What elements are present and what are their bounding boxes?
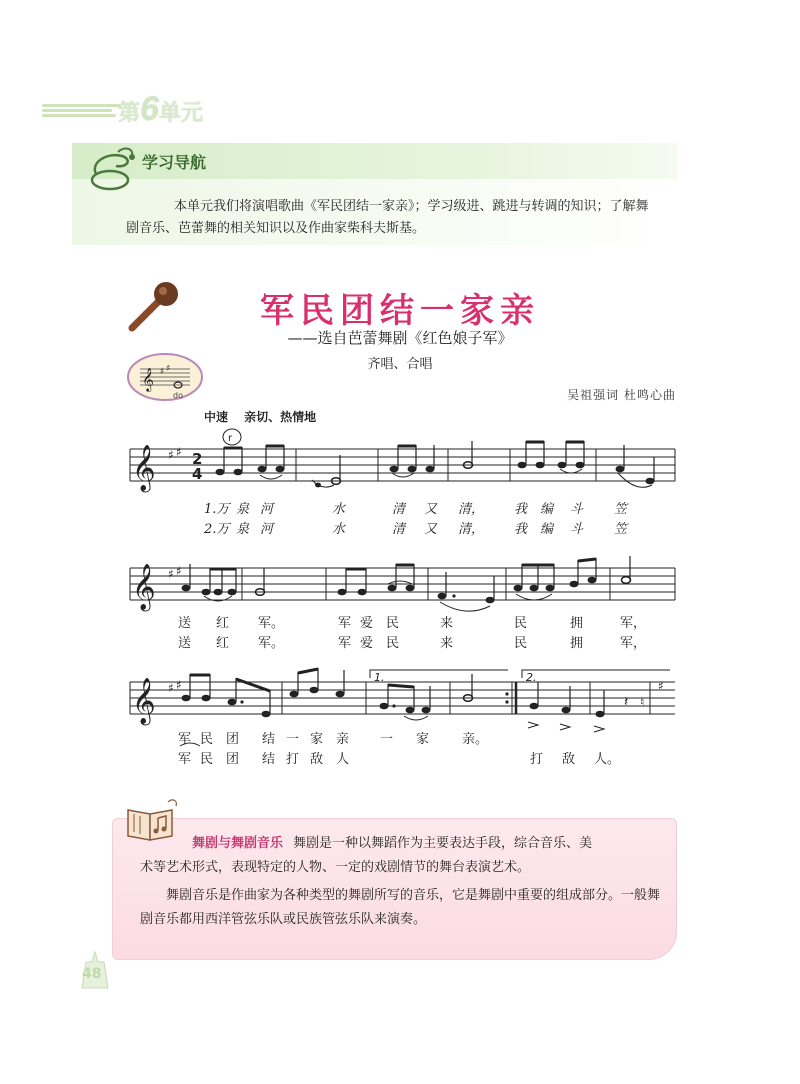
key-signature-badge [126, 352, 204, 402]
svg-text:♯: ♯ [168, 448, 174, 462]
nav-text-line2: 剧音乐、芭蕾舞的相关知识以及作曲家柴科夫斯基。 [126, 220, 426, 235]
song-title: 军民团结一家亲 [260, 291, 540, 331]
unit-title: 第6单元 [118, 90, 203, 128]
svg-text:𝄞: 𝄞 [142, 367, 154, 391]
svg-text:𝄞: 𝄞 [132, 445, 156, 491]
knowledge-paragraph-1: 舞剧与舞剧音乐 舞剧是一种以舞蹈作为主要表达手段，综合音乐、美 [192, 836, 593, 851]
svg-text:𝄞: 𝄞 [132, 678, 156, 724]
svg-text:𝄽: 𝄽 [624, 694, 629, 710]
staff-row-1 [0, 425, 800, 505]
svg-text:♯: ♯ [168, 681, 174, 695]
tempo-marking: 中速 亲切、热情地 [204, 410, 317, 424]
time-sig-bottom: 4 [192, 465, 203, 483]
nav-title: 学习导航 [142, 153, 207, 172]
svg-text:♯: ♯ [166, 364, 171, 374]
time-sig-top: 2 [192, 450, 203, 468]
music-ribbon-icon [88, 144, 142, 194]
song-subtitle: ——选自芭蕾舞剧《红色娘子军》 [287, 329, 513, 347]
page-number: 48 [82, 966, 102, 982]
music-book-icon [124, 796, 180, 844]
song-performance: 齐唱、合唱 [367, 357, 433, 372]
volta-2-label: 2. [526, 671, 537, 684]
lyrics-row2-verse2: 送 红 军。 军 爱 民 来 民 拥 军， [178, 636, 647, 651]
svg-text:♯: ♯ [176, 678, 182, 692]
lyrics-row3-verse1: 军 民 团 结 一 家 亲 一 家 亲。 [178, 732, 489, 747]
svg-text:♯: ♯ [160, 367, 165, 377]
knowledge-term: 舞剧与舞剧音乐 [192, 836, 284, 851]
lyrics-row1-verse1: 1.万 泉 河 水 清 又 清， 我 编 斗 笠 [204, 502, 628, 517]
svg-text:♯: ♯ [168, 567, 174, 581]
lyrics-row1-verse2: 2.万 泉 河 水 清 又 清， 我 编 斗 笠 [204, 522, 628, 537]
volta-1-label: 1. [374, 671, 385, 684]
knowledge-paragraph-1-end: 术等艺术形式，表现特定的人物、一定的戏剧情节的舞台表演艺术。 [140, 860, 531, 875]
unit-header-decoration [42, 104, 120, 118]
svg-text:r: r [228, 433, 233, 444]
knowledge-paragraph-2: 舞剧音乐是作曲家为各种类型的舞剧所写的音乐，它是舞剧中重要的组成部分。一般舞剧音乐都用西洋管弦乐队或民族管弦乐队来演奏。 [140, 888, 661, 927]
svg-text:♯: ♯ [176, 445, 182, 459]
key-do-label: do [173, 391, 183, 400]
svg-text:♯: ♯ [176, 564, 182, 578]
song-credits: 吴祖强词 杜鸣心曲 [567, 388, 676, 402]
nav-text-line1: 本单元我们将演唱歌曲《军民团结一家亲》；学习级进、跳进与转调的知识；了解舞 [174, 198, 649, 213]
svg-text:♮: ♮ [640, 695, 645, 709]
svg-text:𝄞: 𝄞 [132, 564, 156, 610]
lyrics-row3-verse2: 军 民 团 结 打 敌 人 打 敌 人。 [178, 752, 621, 767]
lyrics-row2-verse1: 送 红 军。 军 爱 民 来 民 拥 军， [178, 616, 647, 631]
svg-text:♯: ♯ [658, 679, 664, 693]
